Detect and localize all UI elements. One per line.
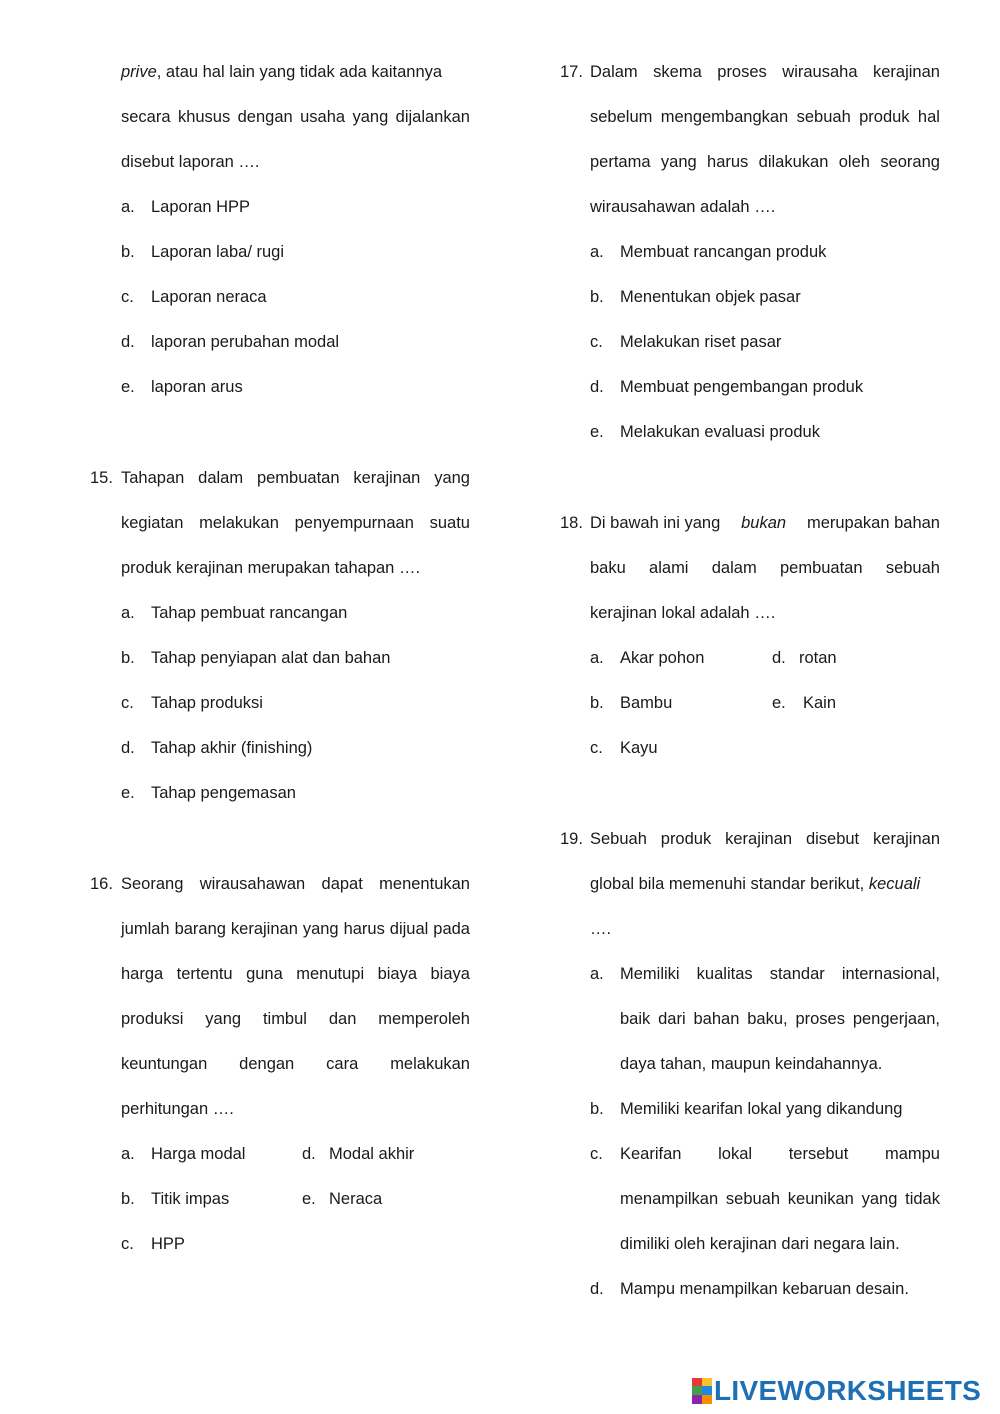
q15-line-3: produk kerajinan merupakan tahapan …. <box>121 559 421 577</box>
q19-line-1: Sebuah produk kerajinan disebut kerajinan <box>590 830 940 848</box>
q16-option-e-text[interactable]: Neraca <box>329 1190 383 1208</box>
q19-line-2-pre: global bila memenuhi standar berikut, <box>590 875 865 893</box>
q14-option-d-letter[interactable]: d. <box>121 333 135 351</box>
q18-line-1-pre: Di bawah ini yang <box>590 514 721 532</box>
q17-line-1: Dalam skema proses wirausaha kerajinan <box>590 63 940 81</box>
q14-option-c-text[interactable]: Laporan neraca <box>151 288 267 306</box>
liveworksheets-logo[interactable] <box>692 1374 981 1408</box>
q17-option-b-text[interactable]: Menentukan objek pasar <box>620 288 801 306</box>
q16-line-1: Seorang wirausahawan dapat menentukan <box>121 875 470 893</box>
q18-line-2: baku alami dalam pembuatan sebuah <box>590 559 940 577</box>
q19-line-3: …. <box>590 920 612 938</box>
q18-line-1-post: merupakan bahan <box>806 514 940 532</box>
q15-number: 15. <box>90 469 113 487</box>
q19-option-a-line-2[interactable]: baik dari bahan baku, proses pengerjaan, <box>620 1010 940 1028</box>
q17-line-4: wirausahawan adalah …. <box>590 198 776 216</box>
q14-option-a-text[interactable]: Laporan HPP <box>151 198 251 216</box>
q14-line-1: prive, atau hal lain yang tidak ada kaitannya <box>121 63 443 81</box>
q19-option-c-letter[interactable]: c. <box>590 1145 603 1163</box>
q14-option-a-letter[interactable]: a. <box>121 198 135 216</box>
q18-option-c-text[interactable]: Kayu <box>620 739 658 757</box>
q17-option-d-letter[interactable]: d. <box>590 378 604 396</box>
q18-option-b-letter[interactable]: b. <box>590 694 604 712</box>
q17-line-3: pertama yang harus dilakukan oleh seorang <box>590 153 940 171</box>
q14-option-b-text[interactable]: Laporan laba/ rugi <box>151 243 285 261</box>
q19-option-c-line-2[interactable]: menampilkan sebuah keunikan yang tidak <box>620 1190 940 1208</box>
q17-option-a-letter[interactable]: a. <box>590 243 604 261</box>
q15-option-a-letter[interactable]: a. <box>121 604 135 622</box>
q19-option-d-letter[interactable]: d. <box>590 1280 604 1298</box>
q19-option-d-line-1[interactable]: Mampu menampilkan kebaruan desain. <box>620 1280 909 1298</box>
q18-option-e-letter[interactable]: e. <box>772 694 786 712</box>
q14-line-2: secara khusus dengan usaha yang dijalankan <box>121 108 470 126</box>
q18-italic-word: bukan <box>741 514 787 532</box>
q15-line-2: kegiatan melakukan penyempurnaan suatu <box>121 514 470 532</box>
q17-option-b-letter[interactable]: b. <box>590 288 604 306</box>
q14-option-b-letter[interactable]: b. <box>121 243 135 261</box>
q15-option-c-text[interactable]: Tahap produksi <box>151 694 263 712</box>
q16-number: 16. <box>90 875 113 893</box>
q17-option-c-letter[interactable]: c. <box>590 333 603 351</box>
q14-option-d-text[interactable]: laporan perubahan modal <box>151 333 340 351</box>
q18-option-a-text[interactable]: Akar pohon <box>620 649 705 667</box>
q15-option-e-text[interactable]: Tahap pengemasan <box>151 784 296 802</box>
q16-option-a-text[interactable]: Harga modal <box>151 1145 246 1163</box>
q19-number: 19. <box>560 830 583 848</box>
liveworksheets-logo-icon <box>692 1378 712 1404</box>
q16-option-d-letter[interactable]: d. <box>302 1145 316 1163</box>
q16-option-c-text[interactable]: HPP <box>151 1235 185 1253</box>
q18-option-b-text[interactable]: Bambu <box>620 694 673 712</box>
q16-line-6: perhitungan …. <box>121 1100 234 1118</box>
q15-option-b-letter[interactable]: b. <box>121 649 135 667</box>
q16-option-c-letter[interactable]: c. <box>121 1235 134 1253</box>
q16-line-5: keuntungan dengan cara melakukan <box>121 1055 470 1073</box>
q19-option-c-line-1[interactable]: Kearifan lokal tersebut mampu <box>620 1145 940 1163</box>
q17-line-2: sebelum mengembangkan sebuah produk hal <box>590 108 940 126</box>
q15-option-b-text[interactable]: Tahap penyiapan alat dan bahan <box>151 649 391 667</box>
q16-option-d-text[interactable]: Modal akhir <box>329 1145 415 1163</box>
q15-option-d-text[interactable]: Tahap akhir (finishing) <box>151 739 313 757</box>
q14-option-c-letter[interactable]: c. <box>121 288 134 306</box>
q15-option-e-letter[interactable]: e. <box>121 784 135 802</box>
q17-option-e-letter[interactable]: e. <box>590 423 604 441</box>
q19-option-b-letter[interactable]: b. <box>590 1100 604 1118</box>
q18-option-d-text[interactable]: rotan <box>799 649 837 667</box>
q16-option-b-letter[interactable]: b. <box>121 1190 135 1208</box>
q18-line-1 <box>590 512 940 534</box>
q14-option-e-text[interactable]: laporan arus <box>151 378 243 396</box>
q17-option-e-text[interactable]: Melakukan evaluasi produk <box>620 423 820 441</box>
liveworksheets-logo-text: LIVEWORKSHEETS <box>714 1375 982 1406</box>
q16-line-2: jumlah barang kerajinan yang harus dijual pada <box>121 920 470 938</box>
q18-option-a-letter[interactable]: a. <box>590 649 604 667</box>
q15-option-c-letter[interactable]: c. <box>121 694 134 712</box>
q19-option-a-line-3[interactable]: daya tahan, maupun keindahannya. <box>620 1055 883 1073</box>
q16-line-3: harga tertentu guna menutupi biaya biaya <box>121 965 470 983</box>
q19-option-a-letter[interactable]: a. <box>590 965 604 983</box>
q19-italic-word: kecuali <box>868 875 921 893</box>
q19-option-a-line-1[interactable]: Memiliki kualitas standar internasional, <box>620 965 940 983</box>
q17-option-d-text[interactable]: Membuat pengembangan produk <box>620 378 864 396</box>
q16-option-a-letter[interactable]: a. <box>121 1145 135 1163</box>
q14-line-3: disebut laporan …. <box>121 153 260 171</box>
q18-option-e-text[interactable]: Kain <box>803 694 837 712</box>
q17-option-a-text[interactable]: Membuat rancangan produk <box>620 243 827 261</box>
q16-line-4: produksi yang timbul dan memperoleh <box>121 1010 470 1028</box>
q19-option-b-line-1[interactable]: Memiliki kearifan lokal yang dikandung <box>620 1100 903 1118</box>
q16-option-e-letter[interactable]: e. <box>302 1190 316 1208</box>
q14-italic-word: prive <box>121 63 157 81</box>
q19-option-c-line-3[interactable]: dimiliki oleh kerajinan dari negara lain. <box>620 1235 900 1253</box>
q17-option-c-text[interactable]: Melakukan riset pasar <box>620 333 782 351</box>
q15-option-d-letter[interactable]: d. <box>121 739 135 757</box>
q18-line-3: kerajinan lokal adalah …. <box>590 604 776 622</box>
q15-line-1: Tahapan dalam pembuatan kerajinan yang <box>121 469 470 487</box>
q14-option-e-letter[interactable]: e. <box>121 378 135 396</box>
q17-number: 17. <box>560 63 583 81</box>
q18-option-c-letter[interactable]: c. <box>590 739 603 757</box>
q15-option-a-text[interactable]: Tahap pembuat rancangan <box>151 604 348 622</box>
q19-line-2 <box>590 873 920 895</box>
q18-number: 18. <box>560 514 583 532</box>
q16-option-b-text[interactable]: Titik impas <box>151 1190 230 1208</box>
q18-option-d-letter[interactable]: d. <box>772 649 786 667</box>
